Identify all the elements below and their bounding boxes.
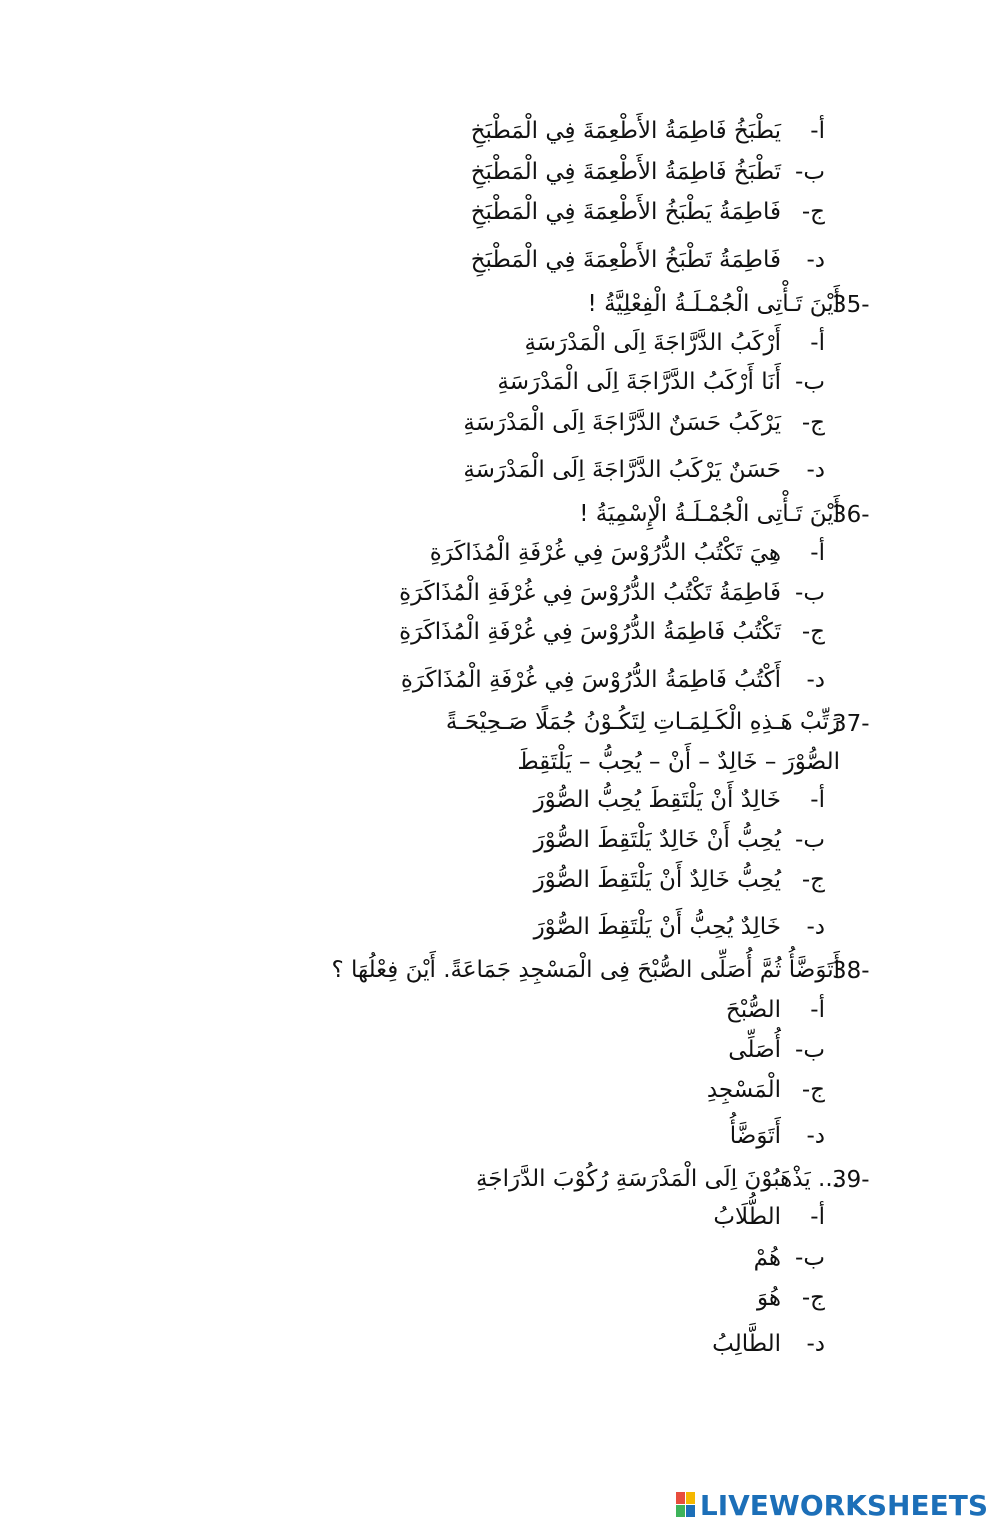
option-text: تَكْتُبُ فَاطِمَةُ الدُّرُوْسَ فِي غُرْفَةِ الْمُذَاكَرَةِ bbox=[399, 619, 781, 645]
option-text: يُحِبُّ أَنْ خَالِدٌ يَلْتَقِطَ الصُّوْرَ bbox=[533, 827, 781, 853]
q37-words: الصُّوْرَ – خَالِدٌ – أَنْ – يُحِبُّ – يَلْتَقِطَ bbox=[517, 749, 840, 775]
q34-option-b[interactable] bbox=[471, 152, 825, 192]
option-text: أُصَلِّى bbox=[728, 1037, 781, 1063]
q38-option-c[interactable] bbox=[707, 1070, 825, 1110]
option-letter: أ- bbox=[810, 118, 825, 144]
option-text: الْمَسْجِدِ bbox=[706, 1077, 781, 1103]
q39-option-a[interactable] bbox=[713, 1197, 825, 1237]
option-text: الطُّلَابُ bbox=[713, 1204, 781, 1230]
q36-option-d[interactable] bbox=[401, 660, 825, 700]
option-letter: ب- bbox=[795, 1037, 825, 1063]
q36-option-c[interactable] bbox=[399, 612, 825, 652]
liveworksheets-brand[interactable] bbox=[676, 1486, 988, 1524]
option-text: فَاطِمَةُ يَطْبَخُ الأَطْعِمَةَ فِي الْمَطْبَخِ bbox=[470, 199, 781, 225]
q39-number: 39- bbox=[832, 1167, 870, 1193]
option-letter: ب- bbox=[795, 1245, 825, 1271]
q34-option-a[interactable] bbox=[471, 111, 825, 151]
option-letter: أ- bbox=[810, 1204, 825, 1230]
option-text: خَالِدٌ أَنْ يَلْتَقِطَ يُحِبُّ الصُّوْرَ bbox=[533, 787, 781, 813]
q38-option-d[interactable] bbox=[730, 1116, 825, 1156]
q35-text: أَيْنَ تَـأْتِى الْجُمْـلَـةُ الْفِعْلِيَّةُ ! bbox=[587, 291, 840, 317]
q35-option-d[interactable] bbox=[463, 450, 825, 490]
option-letter: د- bbox=[806, 914, 825, 940]
q39-text: ... يَذْهَبُوْنَ اِلَى الْمَدْرَسَةِ رُكُوْبَ الدَّرَاجَةِ bbox=[476, 1166, 840, 1192]
q37-number: 37- bbox=[832, 711, 870, 737]
option-letter: ب- bbox=[795, 159, 825, 185]
brand-name: LIVEWORKSHEETS bbox=[699, 1488, 988, 1522]
q39-option-b[interactable] bbox=[754, 1238, 825, 1278]
option-letter: ج- bbox=[801, 1285, 825, 1311]
q35-option-b[interactable] bbox=[497, 362, 825, 402]
option-letter: د- bbox=[806, 247, 825, 273]
option-text: حَسَنٌ يَرْكَبُ الدَّرَّاجَةَ اِلَى الْمَدْرَسَةِ bbox=[463, 457, 781, 483]
q38-number: 38- bbox=[832, 958, 870, 984]
option-text: فَاطِمَةُ تَكْتُبُ الدُّرُوْسَ فِي غُرْفَةِ الْمُذَاكَرَةِ bbox=[399, 580, 781, 606]
option-text: تَطْبَخُ فَاطِمَةُ الأَطْعِمَةَ فِي الْمَطْبَخِ bbox=[470, 159, 781, 185]
q34-option-d[interactable] bbox=[471, 240, 825, 280]
liveworksheets-logo-icon bbox=[676, 1492, 696, 1518]
q37-option-d[interactable] bbox=[534, 907, 825, 947]
option-text: هُمْ bbox=[753, 1245, 781, 1271]
option-letter: د- bbox=[806, 667, 825, 693]
q38-option-b[interactable] bbox=[728, 1030, 825, 1070]
option-letter: أ- bbox=[810, 787, 825, 813]
option-letter: ب- bbox=[795, 580, 825, 606]
option-letter: ج- bbox=[801, 1077, 825, 1103]
option-letter: د- bbox=[806, 1331, 825, 1357]
option-text: خَالِدٌ يُحِبُّ أَنْ يَلْتَقِطَ الصُّوْرَ bbox=[533, 914, 781, 940]
option-letter: أ- bbox=[810, 540, 825, 566]
option-text: أَرْكَبُ الدَّرَّاجَةَ اِلَى الْمَدْرَسَةِ bbox=[524, 330, 781, 356]
q38-text: أَتَوَضَّأُ ثُمَّ أُصَلِّى الصُّبْحَ فِى الْمَسْجِدِ جَمَاعَةً. أَيْنَ فِعْلُهَا ؟ bbox=[331, 957, 840, 983]
option-letter: ب- bbox=[795, 369, 825, 395]
option-text: يَطْبَخُ فَاطِمَةُ الأَطْعِمَةَ فِي الْمَطْبَخِ bbox=[470, 118, 781, 144]
option-text: يَرْكَبُ حَسَنٌ الدَّرَّاجَةَ اِلَى الْمَدْرَسَةِ bbox=[463, 410, 781, 436]
option-letter: ج- bbox=[801, 867, 825, 893]
option-letter: د- bbox=[806, 1123, 825, 1149]
option-text: هُوَ bbox=[756, 1285, 781, 1311]
q37-option-b[interactable] bbox=[534, 820, 825, 860]
q37-option-a[interactable] bbox=[534, 780, 825, 820]
option-letter: ج- bbox=[801, 410, 825, 436]
q38-option-a[interactable] bbox=[726, 990, 825, 1030]
q36-text: أَيْنَ تَـأْتِى الْجُمْـلَـةُ الْإِسْمِيَةُ ! bbox=[579, 501, 840, 527]
option-letter: د- bbox=[806, 457, 825, 483]
option-text: الصُّبْحَ bbox=[725, 997, 781, 1023]
q36-option-a[interactable] bbox=[430, 533, 825, 573]
q37-option-c[interactable] bbox=[534, 860, 825, 900]
option-letter: أ- bbox=[810, 997, 825, 1023]
option-letter: ج- bbox=[801, 619, 825, 645]
q36-number: 36- bbox=[832, 502, 870, 528]
q35-number: 35- bbox=[832, 292, 870, 318]
option-text: فَاطِمَةُ تَطْبَخُ الأَطْعِمَةَ فِي الْمَطْبَخِ bbox=[470, 247, 781, 273]
option-letter: ج- bbox=[801, 199, 825, 225]
q34-option-c[interactable] bbox=[471, 192, 825, 232]
q39-option-d[interactable] bbox=[712, 1324, 825, 1364]
option-text: أَكْتُبُ فَاطِمَةُ الدُّرُوْسَ فِي غُرْفَةِ الْمُذَاكَرَةِ bbox=[400, 667, 781, 693]
option-letter: أ- bbox=[810, 330, 825, 356]
option-text: أَنَا أَرْكَبُ الدَّرَّاجَةَ اِلَى الْمَدْرَسَةِ bbox=[497, 369, 781, 395]
option-text: هِيَ تَكْتُبُ الدُّرُوْسَ فِي غُرْفَةِ الْمُذَاكَرَةِ bbox=[429, 540, 781, 566]
q39-option-c[interactable] bbox=[757, 1278, 825, 1318]
q35-option-c[interactable] bbox=[463, 403, 825, 443]
q36-option-b[interactable] bbox=[399, 573, 825, 613]
option-text: أَتَوَضَّأُ bbox=[729, 1123, 781, 1149]
option-letter: ب- bbox=[795, 827, 825, 853]
option-text: الطَّالِبُ bbox=[712, 1331, 781, 1357]
q37-text: رَتِّبْ هَـذِهِ الْكَـلِمَـاتِ لِتَكُـوْنُ جُمَلًا صَـحِيْحَـةً bbox=[445, 709, 840, 735]
option-text: يُحِبُّ خَالِدٌ أَنْ يَلْتَقِطَ الصُّوْرَ bbox=[533, 867, 781, 893]
q35-option-a[interactable] bbox=[524, 323, 825, 363]
